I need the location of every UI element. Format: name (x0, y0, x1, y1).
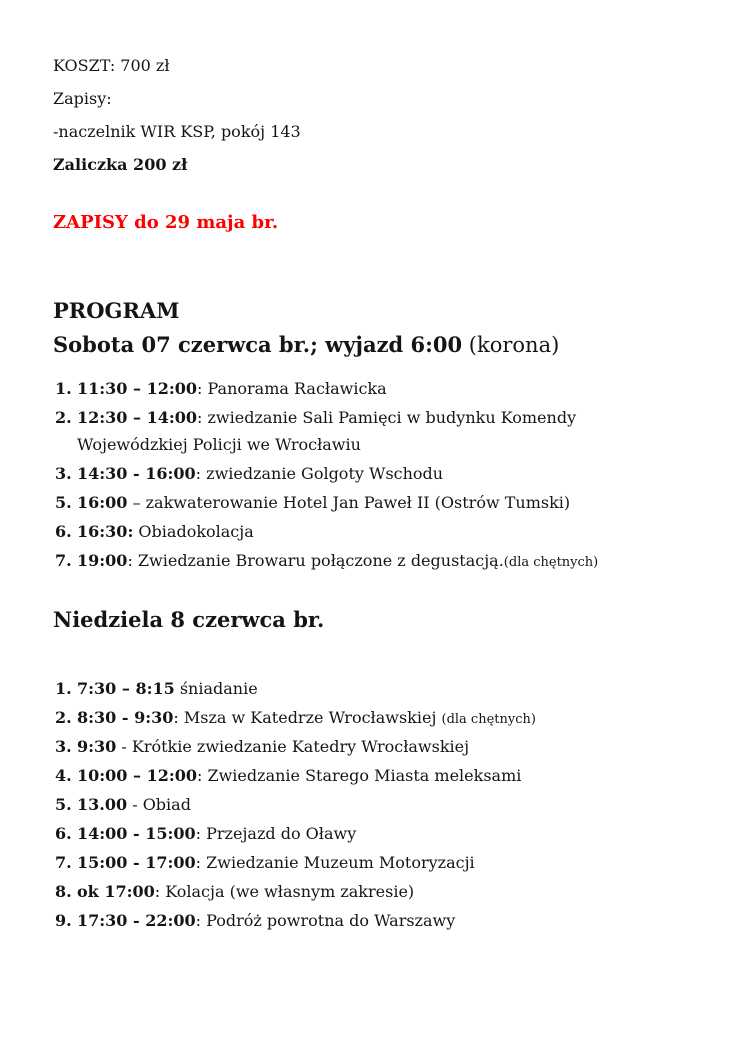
item-number: 4. (55, 766, 72, 785)
schedule-item (53, 675, 643, 704)
item-text: : Podróż powrotna do Warszawy (195, 911, 456, 930)
item-body (77, 849, 625, 878)
item-text: : Kolacja (we własnym zakresie) (154, 882, 415, 901)
item-time: 16:00 (77, 493, 128, 512)
item-text: - Obiad (127, 795, 191, 814)
item-text: : Panorama Racławicka (197, 379, 387, 398)
schedule-item (53, 518, 643, 547)
item-text: - Krótkie zwiedzanie Katedry Wrocławskiej (116, 737, 470, 756)
item-body (77, 762, 625, 791)
item-body (77, 704, 625, 733)
item-note: (dla chętnych) (503, 555, 599, 570)
item-time: 14:30 - 16:00 (77, 464, 196, 483)
item-text: : zwiedzanie Sali Pamięci w budynku Komendy Wojewódzkiej Policji we Wrocławiu (77, 408, 577, 454)
item-number: 7. (55, 853, 72, 872)
item-text: śniadanie (174, 679, 258, 698)
signup-label: Zapisy: (53, 89, 112, 108)
item-text: Obiadokolacja (133, 522, 254, 541)
schedule-item (53, 704, 643, 733)
schedule-item (53, 878, 643, 907)
item-number: 5. (55, 795, 72, 814)
item-text: : zwiedzanie Golgoty Wschodu (195, 464, 444, 483)
item-text: : Zwiedzanie Browaru połączone z degustacją. (127, 551, 504, 570)
item-time: 9:30 (77, 737, 117, 756)
item-number: 8. (55, 882, 72, 901)
item-body (77, 547, 625, 576)
item-body (77, 375, 625, 404)
schedule-item (53, 762, 643, 791)
item-number: 2. (55, 708, 72, 727)
item-number: 3. (55, 464, 72, 483)
schedule-item (53, 907, 643, 936)
item-body (77, 675, 625, 704)
schedule-item (53, 849, 643, 878)
item-body (77, 878, 625, 907)
schedule-item (53, 733, 643, 762)
cost-line: KOSZT: 700 zł (53, 56, 170, 75)
item-body (77, 518, 625, 547)
signup-contact: -naczelnik WIR KSP, pokój 143 (53, 122, 301, 141)
item-body (77, 460, 625, 489)
item-time: 14:00 - 15:00 (77, 824, 196, 843)
item-time: 15:00 - 17:00 (77, 853, 196, 872)
item-time: 13.00 (77, 795, 128, 814)
deadline-notice: ZAPISY do 29 maja br. (53, 212, 279, 233)
schedule-item (53, 375, 643, 404)
item-number: 2. (55, 408, 72, 427)
item-time: 17:30 - 22:00 (77, 911, 196, 930)
item-time: 19:00 (77, 551, 128, 570)
schedule-item (53, 460, 643, 489)
item-body (77, 733, 625, 762)
item-number: 6. (55, 824, 72, 843)
item-time: 11:30 – 12:00 (77, 379, 198, 398)
item-text: : Msza w Katedrze Wrocławskiej (173, 708, 442, 727)
item-time: 12:30 – 14:00 (77, 408, 198, 427)
item-time: 16:30: (77, 522, 134, 541)
item-number: 5. (55, 493, 72, 512)
item-number: 6. (55, 522, 72, 541)
program-title: PROGRAM (53, 298, 180, 323)
item-number: 3. (55, 737, 72, 756)
item-text: : Przejazd do Oławy (195, 824, 357, 843)
item-time: 8:30 - 9:30 (77, 708, 174, 727)
item-number: 1. (55, 379, 72, 398)
day-heading-sunday-bold: Niedziela 8 czerwca br. (53, 607, 325, 632)
item-number: 7. (55, 551, 72, 570)
item-text: : Zwiedzanie Muzeum Motoryzacji (195, 853, 475, 872)
day-heading-saturday-bold: Sobota 07 czerwca br.; wyjazd 6:00 (53, 332, 463, 357)
item-time: ok 17:00 (77, 882, 155, 901)
schedule-sunday (53, 675, 690, 936)
item-note: (dla chętnych) (441, 712, 536, 727)
deposit-line: Zaliczka 200 zł (53, 155, 188, 174)
schedule-item (53, 489, 643, 518)
item-body (77, 404, 625, 460)
item-text: : Zwiedzanie Starego Miasta meleksami (197, 766, 522, 785)
item-body (77, 489, 625, 518)
item-body (77, 791, 625, 820)
day-heading-sunday (53, 607, 690, 633)
schedule-saturday (53, 375, 690, 576)
item-time: 10:00 – 12:00 (77, 766, 198, 785)
day-heading-saturday (53, 332, 690, 358)
schedule-item (53, 404, 643, 460)
schedule-item (53, 820, 643, 849)
day-heading-saturday-suffix: (korona) (462, 333, 560, 357)
item-body (77, 907, 625, 936)
item-number: 9. (55, 911, 72, 930)
item-time: 7:30 – 8:15 (77, 679, 175, 698)
schedule-item (53, 791, 643, 820)
item-number: 1. (55, 679, 72, 698)
item-body (77, 820, 625, 849)
item-text: – zakwaterowanie Hotel Jan Paweł II (Ostrów Tumski) (127, 493, 571, 512)
schedule-item (53, 547, 643, 576)
